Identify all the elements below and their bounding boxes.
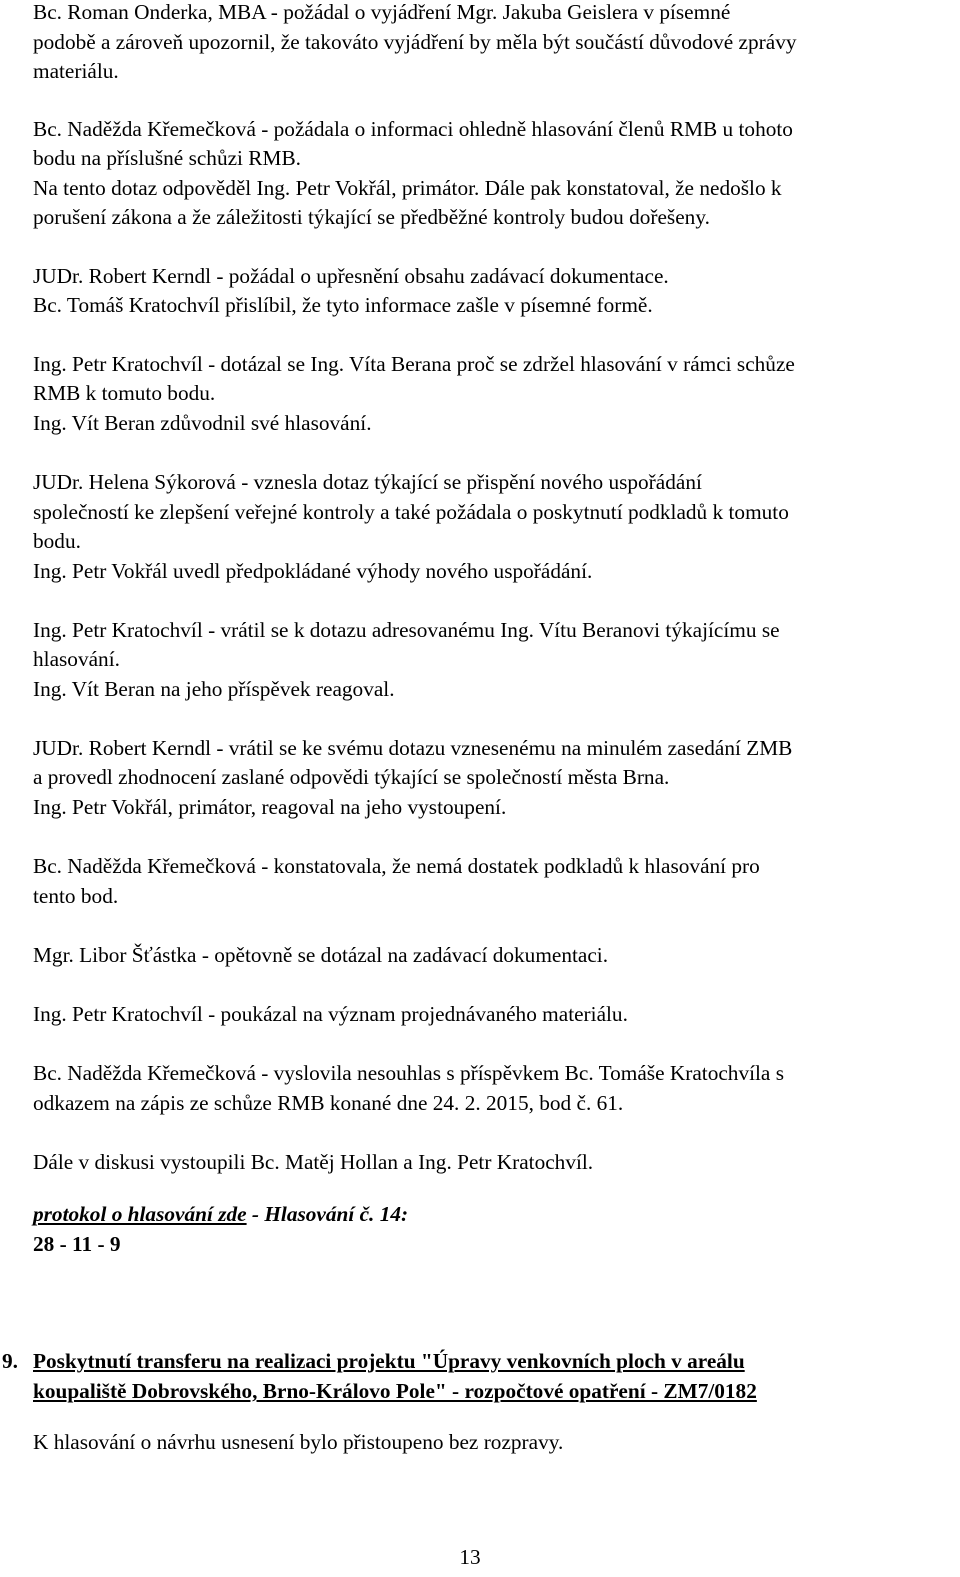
text-line: Mgr. Libor Šťástka - opětovně se dotázal na zadávací dokumentaci. (33, 943, 609, 967)
text-line: Bc. Naděžda Křemečková - vyslovila nesouhlas s příspěvkem Bc. Tomáše Kratochvíla s (33, 1061, 784, 1085)
text-line: Ing. Vít Beran zdůvodnil své hlasování. (33, 411, 372, 435)
text-line: tento bod. (33, 884, 119, 908)
text-line: Ing. Petr Vokřál, primátor, reagoval na jeho vystoupení. (33, 795, 507, 819)
item-title-line: Poskytnutí transferu na realizaci projektu "Úpravy venkovních ploch v areálu (33, 1349, 745, 1373)
text-line: porušení zákona a že záležitosti týkající se předběžné kontroly budou dořešeny. (33, 205, 710, 229)
vote-result: 28 - 11 - 9 (33, 1232, 121, 1256)
page-number: 13 (459, 1545, 481, 1569)
text-line: Ing. Petr Kratochvíl - poukázal na význam projednávaného materiálu. (33, 1002, 628, 1026)
text-line: RMB k tomuto bodu. (33, 381, 216, 405)
agenda-item-9 (0, 1346, 960, 1406)
item-text: K hlasování o návrhu usnesení bylo přistoupeno bez rozpravy. (33, 1430, 564, 1454)
text-line: podobě a zároveň upozornil, že takováto vyjádření by měla být součástí důvodové zprávy (33, 30, 797, 54)
vote-label: - Hlasování č. 14: (246, 1202, 409, 1226)
text-line: Na tento dotaz odpověděl Ing. Petr Vokřál, primátor. Dále pak konstatoval, že nedošlo k (33, 176, 782, 200)
text-line: hlasování. (33, 647, 120, 671)
text-line: JUDr. Robert Kerndl - vrátil se ke svému dotazu vznesenému na minulém zasedání ZMB (33, 736, 793, 760)
text-line: společností ke zlepšení veřejné kontroly a také požádala o poskytnutí podkladů k tomuto (33, 500, 789, 524)
text-line: odkazem na zápis ze schůze RMB konané dne 24. 2. 2015, bod č. 61. (33, 1091, 624, 1115)
item-number: 9. (2, 1349, 18, 1373)
text-line: Dále v diskusi vystoupili Bc. Matěj Hollan a Ing. Petr Kratochvíl. (33, 1150, 594, 1174)
text-line: Ing. Petr Kratochvíl - dotázal se Ing. Víta Berana proč se zdržel hlasování v rámci schůze (33, 352, 795, 376)
text-line: JUDr. Robert Kerndl - požádal o upřesnění obsahu zadávací dokumentace. (33, 264, 669, 288)
text-line: Ing. Vít Beran na jeho příspěvek reagoval. (33, 677, 395, 701)
item-title-line: koupaliště Dobrovského, Brno-Královo Pole" - rozpočtové opatření - ZM7/0182 (33, 1379, 757, 1403)
vote-protocol-link[interactable]: protokol o hlasování zde (33, 1202, 247, 1226)
text-line: bodu. (33, 529, 81, 553)
text-line: JUDr. Helena Sýkorová - vznesla dotaz týkající se přispění nového uspořádání (33, 470, 702, 494)
text-line: Ing. Petr Kratochvíl - vrátil se k dotazu adresovanému Ing. Vítu Beranovi týkajícímu se (33, 618, 780, 642)
text-line: Bc. Naděžda Křemečková - požádala o informaci ohledně hlasování členů RMB u tohoto (33, 117, 793, 141)
text-line: Bc. Roman Onderka, MBA - požádal o vyjádření Mgr. Jakuba Geislera v písemné (33, 0, 731, 24)
vote-line (33, 1199, 408, 1229)
text-line: bodu na příslušné schůzi RMB. (33, 146, 301, 170)
text-line: Ing. Petr Vokřál uvedl předpokládané výhody nového uspořádání. (33, 559, 593, 583)
text-line: a provedl zhodnocení zaslané odpovědi týkající se společností města Brna. (33, 765, 670, 789)
text-line: Bc. Tomáš Kratochvíl přislíbil, že tyto informace zašle v písemné formě. (33, 293, 653, 317)
text-line: Bc. Naděžda Křemečková - konstatovala, že nemá dostatek podkladů k hlasování pro (33, 854, 760, 878)
text-line: materiálu. (33, 59, 119, 83)
